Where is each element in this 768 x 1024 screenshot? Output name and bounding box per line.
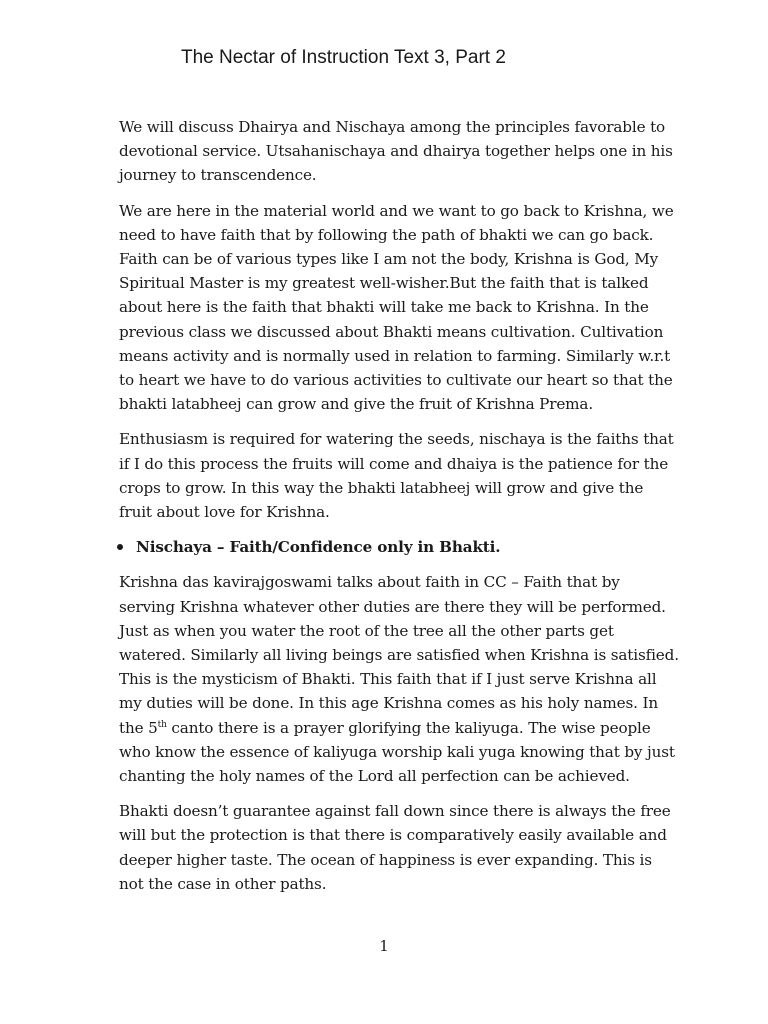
paragraph-krishna-das-text-1: Krishna das kavirajgoswami talks about faith in CC – Faith that by serving Krishna whatever other duties are there they will be performed. Just as when you water the root of the tree all the other parts get watered. Similarly all living beings are satisfied when Krishna is satisfied. This is the mysticism of Bhakti. This faith that if I just serve Krishna all my duties will be done. In this age Krishna comes as his holy names. In the 5 [119,573,679,737]
document-body [119,115,679,907]
page-number: 1 [379,937,389,955]
paragraph-faith: We are here in the material world and we want to go back to Krishna, we need to have faith that by following the path of bhakti we can go back. Faith can be of various types like I am not the body, Krishna is God, My Spiritual Master is my greatest well-wisher.But the faith that is talked about here is the faith that bhakti will take me back to Krishna. In the previous class we discussed about Bhakti means cultivation. Cultivation means activity and is normally used in relation to farming. Similarly w.r.t to heart we have to do various activities to cultivate our heart so that the bhakti latabheej can grow and give the fruit of Krishna Prema. [119,201,674,414]
document-title: The Nectar of Instruction Text 3, Part 2 [181,47,506,68]
bullet-list [119,535,679,559]
paragraph-bhakti-protection: Bhakti doesn’t guarantee against fall down since there is always the free will but the protection is that there is comparatively easily available and deeper higher taste. The ocean of happiness is ever expanding. This is not the case in other paths. [119,802,671,893]
paragraph-intro: We will discuss Dhairya and Nischaya among the principles favorable to devotional service. Utsahanischaya and dhairya together helps one in his journey to transcendence. [119,118,673,185]
paragraph-krishna-das [119,570,679,788]
bullet-item-label: Nischaya – Faith/Confidence only in Bhakti. [136,538,501,557]
paragraph-enthusiasm: Enthusiasm is required for watering the seeds, nischaya is the faiths that if I do this process the fruits will come and dhaiya is the patience for the crops to grow. In this way the bhakti latabheej will grow and give the fruit about love for Krishna. [119,430,674,522]
bullet-item-nischaya [119,535,679,559]
paragraph-krishna-das-text-2: canto there is a prayer glorifying the kaliyuga. The wise people who know the essence of kaliyuga worship kali yuga knowing that by just chanting the holy names of the Lord all perfection can be achieved. [119,718,675,786]
bullet-dot-icon [117,544,123,550]
superscript-th: th [157,719,167,730]
